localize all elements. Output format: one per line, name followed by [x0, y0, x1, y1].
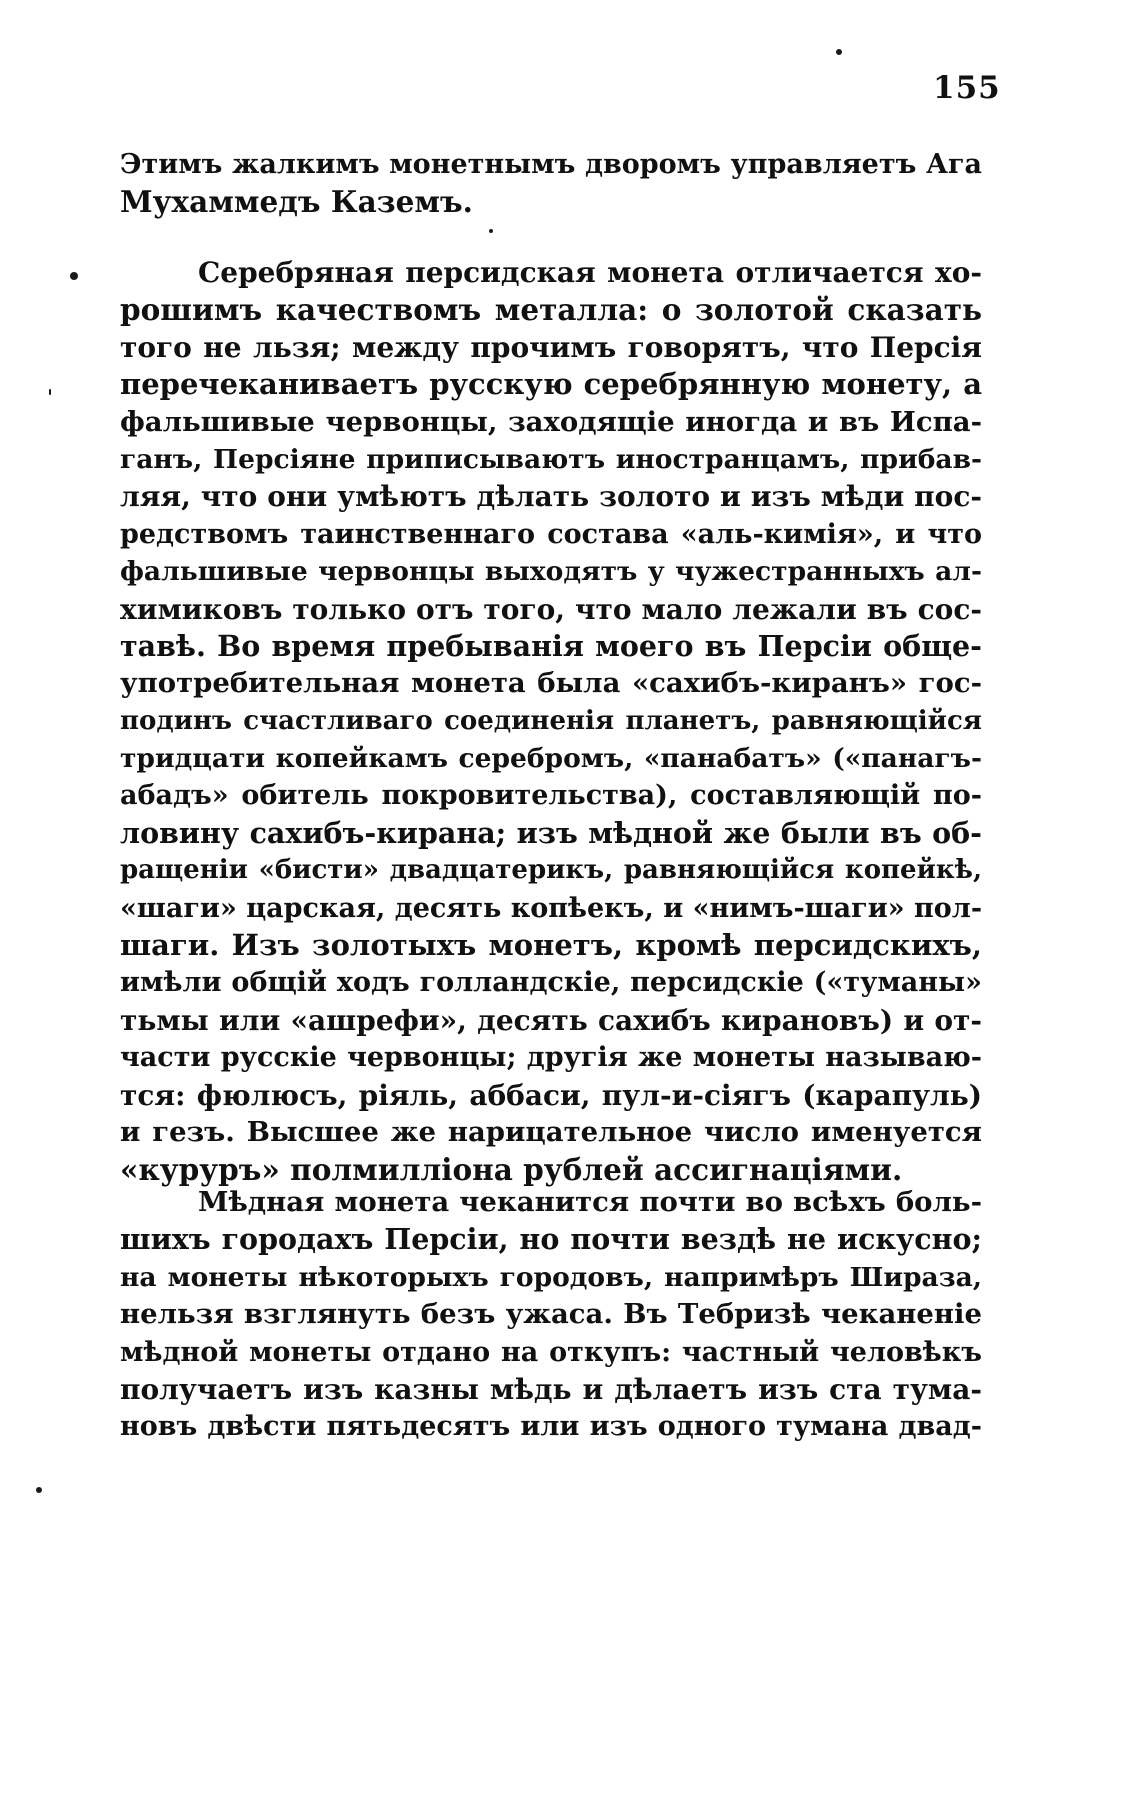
text-line: редствомъ таинственнаго состава «аль-кимія», и что — [120, 518, 982, 550]
text-line: рошимъ качествомъ металла: о золотой сказать — [120, 292, 982, 328]
paragraph-copper-coinage — [120, 1184, 982, 1446]
text-line: нельзя взглянуть безъ ужаса. Въ Тебризѣ чеканеніе — [120, 1298, 982, 1331]
text-line: фальшивые червонцы, заходящіе иногда и въ Испа- — [120, 405, 982, 438]
text-line: того не льзя; между прочимъ говорятъ, что Персія — [120, 330, 982, 364]
page-number: 155 — [933, 70, 1001, 106]
text-line: тавѣ. Во время пребыванія моего въ Персіи обще- — [120, 628, 982, 663]
text-line: мѣдной монеты отдано на откупъ: частный человѣкъ — [120, 1336, 982, 1368]
text-line: части русскіе червонцы; другія же монеты называю- — [120, 1042, 982, 1074]
ink-speck — [489, 229, 493, 233]
ink-speck — [49, 389, 51, 395]
text-line: Мухаммедъ Каземъ. — [120, 184, 473, 220]
text-line: ляя, что они умѣютъ дѣлать золото и изъ мѣди пос- — [120, 480, 982, 514]
text-line: тся: фюлюсъ, ріяль, аббаси, пул-и-сіягъ (карапуль) — [120, 1078, 982, 1112]
text-line: тьмы или «ашрефи», десять сахибъ кирановъ) и от- — [120, 1003, 982, 1037]
text-line: химиковъ только отъ того, что мало лежали въ сос- — [120, 592, 982, 626]
ink-speck — [836, 49, 842, 55]
text-line: Мѣдная монета чеканится почти во всѣхъ боль- — [198, 1186, 982, 1218]
text-line: получаетъ изъ казны мѣдь и дѣлаетъ изъ ста тума- — [120, 1372, 982, 1406]
text-line: употребительная монета была «сахибъ-киранъ» гос- — [120, 667, 982, 700]
text-line: шихъ городахъ Персіи, но почти вездѣ не искусно; — [120, 1222, 982, 1257]
ink-speck — [70, 272, 78, 280]
text-line: «шаги» царская, десять копѣекъ, и «нимъ-шаги» пол- — [120, 892, 982, 924]
text-line: ловину сахибъ-кирана; изъ мѣдной же были въ об- — [120, 815, 982, 850]
text-line: шаги. Изъ золотыхъ монетъ, кромѣ персидскихъ, — [120, 928, 982, 963]
text-line: новъ двѣсти пятьдесятъ или изъ одного тумана двад- — [120, 1411, 982, 1443]
text-line: абадъ» обитель покровительства), составляющій по- — [120, 780, 982, 812]
text-line: ращеніи «бисти» двадцатерикъ, равняющійся копейкѣ, — [120, 855, 982, 886]
text-line: тридцати копейкамъ серебромъ, «панабатъ» («панагъ- — [120, 743, 982, 775]
ink-speck — [36, 1487, 42, 1493]
text-line: фальшивые червонцы выходятъ у чужестранныхъ ал- — [120, 556, 982, 588]
text-line: перечеканиваетъ русскую серебрянную монету, а — [120, 367, 982, 402]
text-line: подинъ счастливаго соединенія планетъ, равняющійся — [120, 705, 982, 736]
text-line: ганъ, Персіяне приписываютъ иностранцамъ, прибав- — [120, 443, 982, 475]
paragraph-intro — [120, 146, 982, 221]
text-line: имѣли общій ходъ голландскіе, персидскіе («туманы» — [120, 967, 982, 999]
text-line: на монеты нѣкоторыхъ городовъ, напримѣръ Шираза, — [120, 1261, 982, 1293]
text-line: «куруръ» полмилліона рублей ассигнаціями. — [120, 1152, 903, 1188]
paragraph-silver-coinage — [120, 254, 982, 1189]
text-line: Этимъ жалкимъ монетнымъ дворомъ управляетъ Ага — [120, 149, 982, 180]
text-line: и гезъ. Высшее же нарицательное число именуется — [120, 1115, 982, 1148]
text-line: Серебряная персидская монета отличается хо- — [198, 256, 982, 289]
